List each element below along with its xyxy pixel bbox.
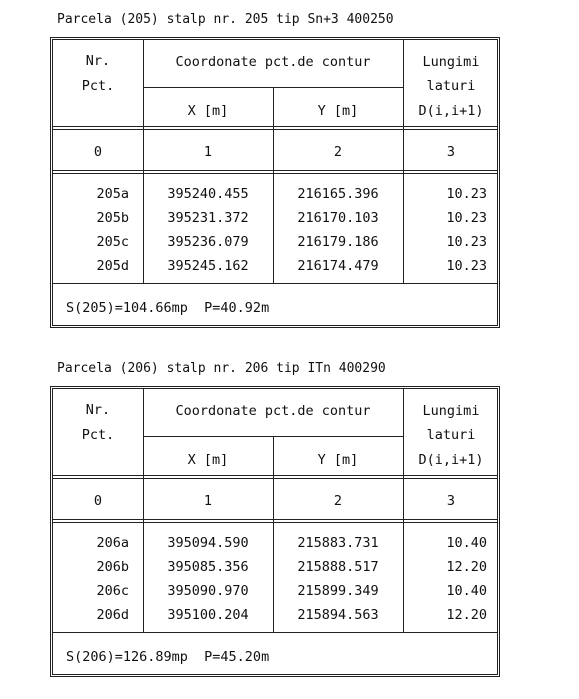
coord-x: 395085.356 (167, 559, 249, 575)
coord-y: 215888.517 (297, 559, 379, 575)
point-id: 205a (96, 186, 129, 202)
parcel-heading: Parcela (205) stalp nr. 205 tip Sn+3 400250 (57, 12, 394, 27)
parcel-heading: Parcela (206) stalp nr. 206 tip ITn 400290 (57, 361, 386, 376)
header-coordinates: Coordonate pct.de contur (175, 403, 371, 419)
header-lengths: Lungimi (422, 54, 480, 70)
header-distance: D(i,i+1) (418, 103, 484, 119)
header-pct: Pct. (81, 78, 115, 94)
coord-y: 216165.396 (297, 186, 379, 202)
coord-y: 215883.731 (297, 535, 379, 551)
coord-x: 395100.204 (167, 607, 249, 623)
parcel-table (50, 386, 500, 677)
side-length: 10.23 (446, 234, 487, 250)
area-perimeter-summary: S(205)=104.66mp P=40.92m (66, 300, 270, 316)
column-number: 0 (93, 144, 103, 160)
column-number: 3 (446, 144, 456, 160)
column-number: 2 (333, 493, 343, 509)
column-number: 3 (446, 493, 456, 509)
header-pct: Pct. (81, 427, 115, 443)
area-perimeter-summary: S(206)=126.89mp P=45.20m (66, 649, 270, 665)
coord-x: 395240.455 (167, 186, 249, 202)
point-id: 206d (96, 607, 129, 623)
header-y: Y [m] (317, 103, 359, 119)
coord-x: 395231.372 (167, 210, 249, 226)
numbering-double-rule (53, 170, 497, 174)
coord-y: 216179.186 (297, 234, 379, 250)
header-x: X [m] (187, 452, 229, 468)
point-id: 205d (96, 258, 129, 274)
side-length: 10.40 (446, 583, 487, 599)
coord-x: 395236.079 (167, 234, 249, 250)
numbering-double-rule (53, 519, 497, 523)
header-x: X [m] (187, 103, 229, 119)
header-rule (143, 436, 403, 437)
coord-y: 216170.103 (297, 210, 379, 226)
coord-y: 215899.349 (297, 583, 379, 599)
point-id: 206a (96, 535, 129, 551)
side-length: 12.20 (446, 607, 487, 623)
coord-x: 395090.970 (167, 583, 249, 599)
body-rule (53, 632, 497, 633)
header-distance: D(i,i+1) (418, 452, 484, 468)
parcel-table (50, 37, 500, 328)
point-id: 206c (96, 583, 129, 599)
point-id: 205c (96, 234, 129, 250)
header-double-rule (53, 475, 497, 479)
side-length: 12.20 (446, 559, 487, 575)
point-id: 206b (96, 559, 129, 575)
side-length: 10.40 (446, 535, 487, 551)
header-nr: Nr. (85, 53, 111, 69)
coord-x: 395245.162 (167, 258, 249, 274)
header-y: Y [m] (317, 452, 359, 468)
column-number: 1 (203, 493, 213, 509)
header-coordinates: Coordonate pct.de contur (175, 54, 371, 70)
header-nr: Nr. (85, 402, 111, 418)
header-double-rule (53, 126, 497, 130)
side-length: 10.23 (446, 186, 487, 202)
coord-y: 216174.479 (297, 258, 379, 274)
column-number: 0 (93, 493, 103, 509)
side-length: 10.23 (446, 210, 487, 226)
coord-x: 395094.590 (167, 535, 249, 551)
side-length: 10.23 (446, 258, 487, 274)
header-rule (143, 87, 403, 88)
column-number: 2 (333, 144, 343, 160)
header-sides: laturi (426, 78, 476, 94)
coord-y: 215894.563 (297, 607, 379, 623)
column-number: 1 (203, 144, 213, 160)
header-lengths: Lungimi (422, 403, 480, 419)
body-rule (53, 283, 497, 284)
point-id: 205b (96, 210, 129, 226)
header-sides: laturi (426, 427, 476, 443)
